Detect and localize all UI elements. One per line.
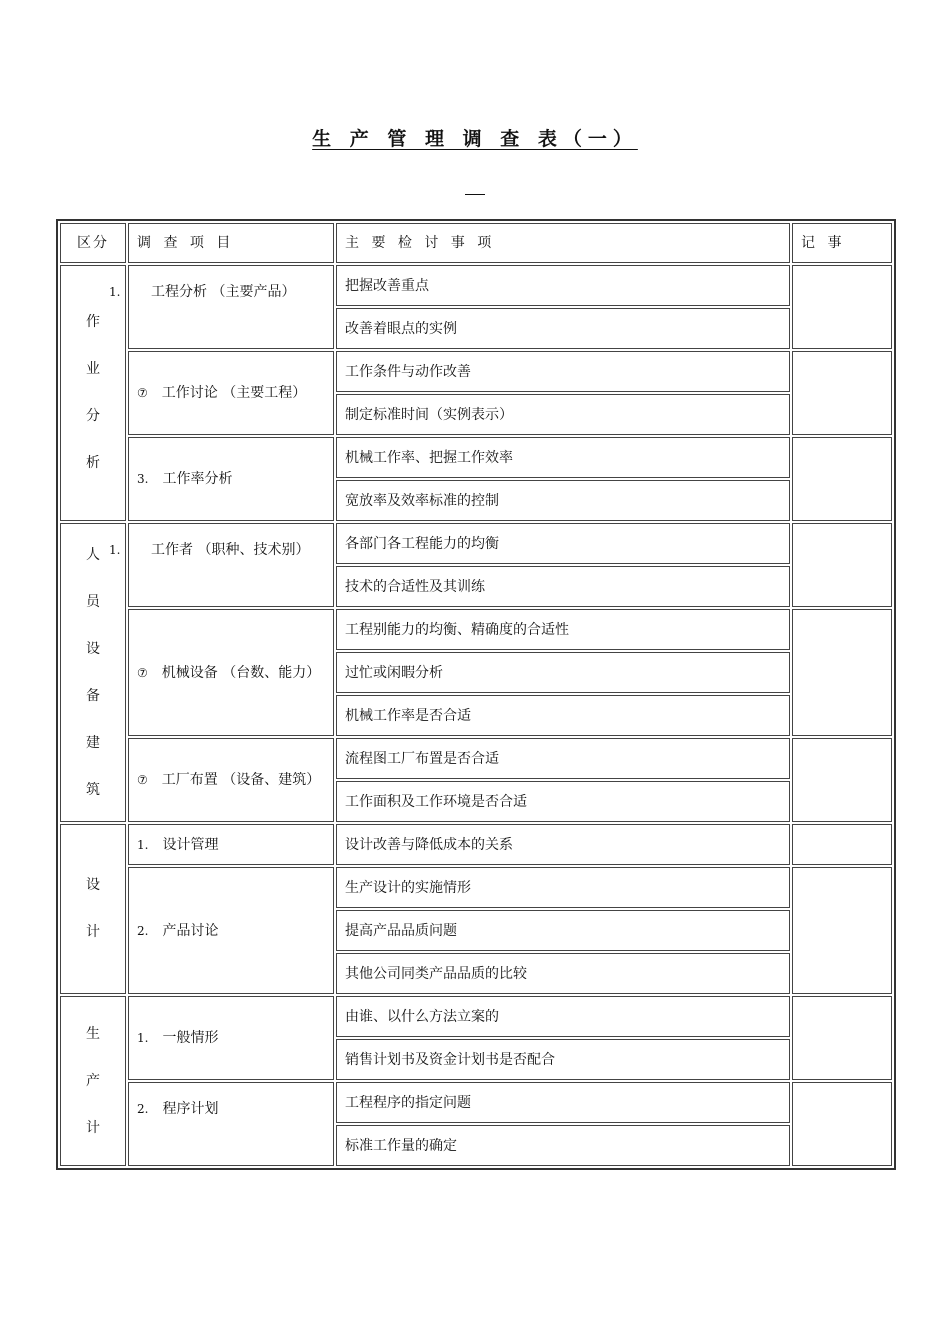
section-area-char: 人 (86, 546, 100, 563)
check-item: 各部门各工程能力的均衡 (336, 523, 790, 564)
section-area (60, 265, 126, 521)
item-label: 一般情形 (162, 1030, 219, 1046)
header-row (60, 223, 892, 263)
survey-item (128, 609, 334, 736)
check-item: 工作条件与动作改善 (336, 351, 790, 392)
survey-item-text (137, 833, 325, 857)
check-item: 改善着眼点的实例 (336, 308, 790, 349)
check-item: 标准工作量的确定 (336, 1125, 790, 1166)
survey-item-text: 1. 工作者 （职种、技术别） (109, 542, 310, 558)
item-number: 2. (137, 1102, 149, 1116)
table-row (60, 1082, 892, 1123)
survey-table (56, 219, 896, 1170)
table-row (60, 437, 892, 478)
check-item: 工程程序的指定问题 (336, 1082, 790, 1123)
check-item: 提高产品品质问题 (336, 910, 790, 951)
check-item: 流程图工厂布置是否合适 (336, 738, 790, 779)
section-area-char: 产 (86, 1072, 100, 1089)
notes-cell[interactable] (792, 437, 892, 521)
title-dash (465, 180, 485, 195)
check-item: 技术的合适性及其训练 (336, 566, 790, 607)
notes-cell[interactable] (792, 609, 892, 736)
notes-cell[interactable] (792, 996, 892, 1080)
section-area-char: 业 (86, 361, 100, 377)
table-row (60, 996, 892, 1037)
table-row (60, 738, 892, 779)
item-number: ⑦ (137, 665, 148, 680)
check-item: 制定标准时间（实例表示） (336, 394, 790, 435)
survey-item-text (137, 1097, 325, 1121)
table-row (60, 867, 892, 908)
section-area-char: 员 (86, 593, 100, 610)
survey-item (128, 996, 334, 1080)
check-item: 过忙或闲暇分析 (336, 652, 790, 693)
section-area-char: 建 (86, 734, 100, 751)
section-area-char: 计 (86, 924, 100, 940)
survey-item (128, 351, 334, 435)
survey-item (109, 523, 334, 607)
survey-item (128, 824, 334, 865)
section-area-char: 计 (86, 1119, 100, 1136)
section-area-char: 生 (86, 1025, 100, 1042)
notes-cell[interactable] (792, 351, 892, 435)
survey-item (128, 738, 334, 822)
item-label: 工作讨论 （主要工程） (161, 385, 307, 401)
section-area-char: 析 (86, 455, 100, 471)
notes-cell[interactable] (792, 824, 892, 865)
item-number: 1. (137, 837, 149, 852)
survey-item (128, 1082, 334, 1166)
survey-item-text (137, 768, 325, 792)
check-item: 销售计划书及资金计划书是否配合 (336, 1039, 790, 1080)
item-number: ⑦ (137, 386, 148, 400)
notes-cell[interactable] (792, 523, 892, 607)
header-check: 主 要 检 讨 事 项 (336, 223, 790, 263)
table-row (60, 824, 892, 865)
check-item: 把握改善重点 (336, 265, 790, 306)
section-area (60, 824, 126, 994)
check-item: 机械工作率是否合适 (336, 695, 790, 736)
item-label: 程序计划 (162, 1101, 219, 1117)
table-row (60, 523, 892, 564)
section-area-char: 设 (86, 877, 100, 893)
survey-item (128, 437, 334, 521)
table-row (60, 609, 892, 650)
item-number: 2. (137, 923, 149, 938)
section-area-char: 筑 (86, 781, 100, 798)
header-notes: 记 事 (792, 223, 892, 263)
table-row (60, 351, 892, 392)
check-item: 由谁、以什么方法立案的 (336, 996, 790, 1037)
notes-cell[interactable] (792, 265, 892, 349)
section-area (60, 996, 126, 1166)
item-number: ⑦ (137, 773, 148, 787)
item-label: 机械设备 （台数、能力） (161, 664, 321, 681)
survey-item (109, 265, 334, 349)
notes-cell[interactable] (792, 738, 892, 822)
item-label: 设计管理 (162, 836, 219, 853)
survey-item-text (137, 661, 325, 685)
item-label: 产品讨论 (162, 922, 219, 939)
check-item: 其他公司同类产品品质的比较 (336, 953, 790, 994)
section-area-char: 作 (86, 314, 100, 330)
survey-item-text (137, 1026, 325, 1050)
section-area-char: 备 (86, 687, 100, 704)
item-number: 1. (137, 1031, 149, 1045)
check-item: 机械工作率、把握工作效率 (336, 437, 790, 478)
item-label: 工作者 （职种、技术别） (151, 542, 310, 558)
page-title: 生 产 管 理 调 查 表（一） (312, 128, 638, 150)
check-item: 设计改善与降低成本的关系 (336, 824, 790, 865)
section-area (60, 523, 126, 822)
check-item: 生产设计的实施情形 (336, 867, 790, 908)
section-area-char: 设 (86, 640, 100, 657)
survey-item-text: 1. 工程分析 （主要产品） (109, 284, 296, 300)
survey-item-text (137, 919, 325, 943)
section-area-char: 分 (86, 408, 100, 424)
check-item: 工作面积及工作环境是否合适 (336, 781, 790, 822)
survey-item-text (137, 467, 325, 491)
header-item: 调 查 项 目 (128, 223, 334, 263)
item-number: 3. (137, 472, 149, 486)
survey-item-text (137, 381, 325, 405)
check-item: 工程别能力的均衡、精确度的合适性 (336, 609, 790, 650)
header-area: 区分 (60, 223, 126, 263)
item-label: 工厂布置 （设备、建筑） (161, 772, 321, 788)
survey-item (128, 867, 334, 994)
table-row (60, 265, 892, 306)
notes-cell[interactable] (792, 1082, 892, 1166)
check-item: 宽放率及效率标准的控制 (336, 480, 790, 521)
notes-cell[interactable] (792, 867, 892, 994)
item-label: 工作率分析 (162, 471, 233, 487)
item-label: 工程分析 （主要产品） (151, 284, 296, 300)
